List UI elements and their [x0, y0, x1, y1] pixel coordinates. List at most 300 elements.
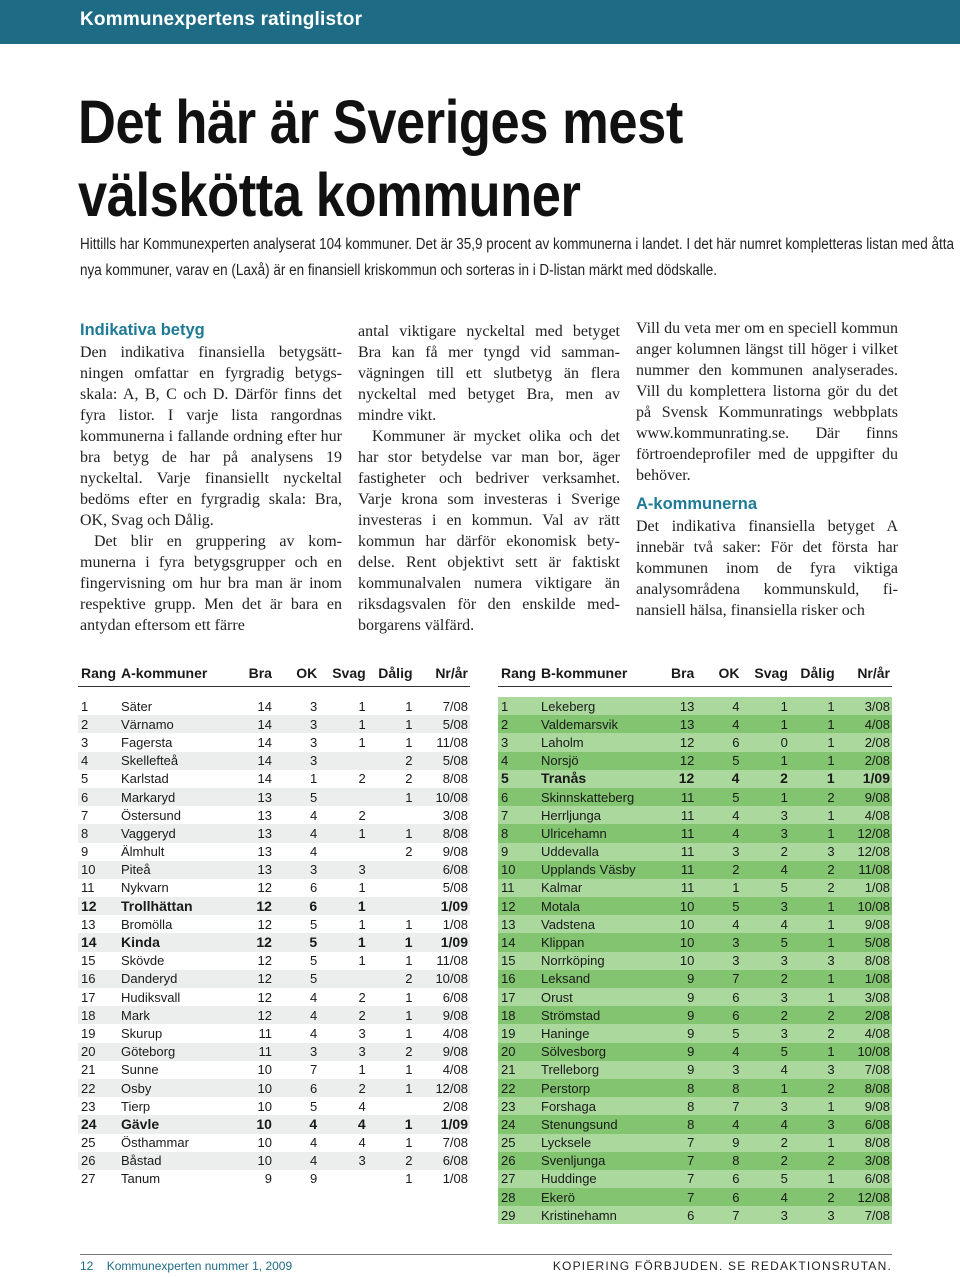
cell-dalig: 1	[368, 1134, 415, 1152]
table-row	[78, 861, 470, 879]
cell-rank: 17	[498, 988, 538, 1006]
cell-dalig: 1	[368, 952, 415, 970]
cell-bra: 11	[658, 861, 696, 879]
col-header-nr: Nr/år	[837, 660, 892, 687]
table-row	[498, 733, 892, 751]
cell-nr: 6/08	[415, 1152, 470, 1170]
cell-bra: 11	[658, 788, 696, 806]
cell-ok: 6	[274, 897, 319, 915]
cell-ok: 5	[274, 1097, 319, 1115]
table-row	[78, 1043, 470, 1061]
col-header-svag: Svag	[319, 660, 368, 687]
cell-name: Trelleborg	[538, 1061, 658, 1079]
cell-name: Hudiksvall	[118, 988, 235, 1006]
article-paragraph-4: Vill du veta mer om en speciell kommun anger kolumnen längst till höger i vilket nummer den kommunen analyserades. Vill du komplettera listorna gör du det på Svensk Kommunratings webbplats www.kommunrating.se. Där finns förtroendeprofiler med de uppgifter du behöver.	[636, 320, 898, 484]
cell-nr: 11/08	[415, 952, 470, 970]
cell-rank: 14	[78, 933, 118, 951]
cell-nr: 9/08	[837, 915, 892, 933]
cell-nr: 3/08	[837, 697, 892, 715]
cell-ok: 6	[696, 988, 741, 1006]
cell-ok: 5	[696, 752, 741, 770]
cell-bra: 9	[658, 1043, 696, 1061]
cell-rank: 15	[78, 952, 118, 970]
table-row	[498, 806, 892, 824]
cell-nr: 9/08	[837, 788, 892, 806]
cell-name: Säter	[118, 697, 235, 715]
table-row	[498, 861, 892, 879]
cell-svag: 1	[319, 697, 368, 715]
cell-bra: 13	[235, 861, 273, 879]
cell-nr: 8/08	[415, 770, 470, 788]
cell-name: Upplands Väsby	[538, 861, 658, 879]
cell-dalig	[368, 861, 415, 879]
cell-name: Huddinge	[538, 1170, 658, 1188]
cell-rank: 2	[78, 715, 118, 733]
cell-dalig: 1	[368, 1061, 415, 1079]
cell-svag: 1	[741, 697, 789, 715]
cell-rank: 22	[78, 1079, 118, 1097]
footer-publication	[80, 1259, 292, 1273]
cell-name: Ekerö	[538, 1188, 658, 1206]
cell-ok: 7	[696, 1206, 741, 1224]
cell-svag: 4	[741, 1115, 789, 1133]
cell-name: Skurup	[118, 1024, 235, 1042]
cell-dalig: 3	[790, 843, 837, 861]
cell-ok: 4	[274, 1152, 319, 1170]
cell-svag: 4	[319, 1115, 368, 1133]
cell-ok: 3	[696, 952, 741, 970]
cell-rank: 14	[498, 933, 538, 951]
cell-svag: 4	[741, 1061, 789, 1079]
cell-nr: 4/08	[837, 715, 892, 733]
cell-rank: 8	[498, 824, 538, 842]
cell-bra: 12	[235, 933, 273, 951]
cell-rank: 25	[78, 1134, 118, 1152]
cell-bra: 14	[235, 752, 273, 770]
cell-rank: 20	[498, 1043, 538, 1061]
cell-name: Norrköping	[538, 952, 658, 970]
cell-dalig: 1	[790, 897, 837, 915]
cell-svag	[319, 970, 368, 988]
cell-rank: 5	[498, 770, 538, 788]
table-row	[498, 897, 892, 915]
cell-bra: 12	[658, 752, 696, 770]
col-header-svag: Svag	[741, 660, 789, 687]
cell-svag: 3	[741, 824, 789, 842]
cell-rank: 26	[78, 1152, 118, 1170]
table-row	[78, 1006, 470, 1024]
cell-bra: 12	[235, 1006, 273, 1024]
cell-nr: 2/08	[415, 1097, 470, 1115]
cell-bra: 9	[658, 988, 696, 1006]
cell-ok: 9	[696, 1134, 741, 1152]
cell-nr: 11/08	[415, 733, 470, 751]
footer-divider	[80, 1254, 892, 1255]
cell-bra: 12	[235, 897, 273, 915]
cell-nr: 8/08	[415, 824, 470, 842]
cell-name: Älmhult	[118, 843, 235, 861]
cell-ok: 4	[696, 915, 741, 933]
cell-svag: 1	[741, 715, 789, 733]
cell-nr: 7/08	[415, 1134, 470, 1152]
cell-rank: 25	[498, 1134, 538, 1152]
cell-bra: 11	[658, 806, 696, 824]
cell-name: Forshaga	[538, 1097, 658, 1115]
cell-nr: 9/08	[415, 1006, 470, 1024]
cell-rank: 7	[498, 806, 538, 824]
table-row	[498, 1024, 892, 1042]
cell-bra: 12	[235, 915, 273, 933]
cell-ok: 3	[274, 715, 319, 733]
cell-rank: 6	[498, 788, 538, 806]
cell-dalig: 1	[790, 697, 837, 715]
cell-rank: 13	[78, 915, 118, 933]
cell-rank: 27	[78, 1170, 118, 1188]
cell-svag: 2	[319, 988, 368, 1006]
cell-svag	[319, 1170, 368, 1188]
col-header-name: A-kommuner	[118, 660, 235, 687]
cell-rank: 24	[78, 1115, 118, 1133]
col-header-nr: Nr/år	[415, 660, 470, 687]
table-row	[498, 879, 892, 897]
table-row	[498, 824, 892, 842]
cell-rank: 9	[498, 843, 538, 861]
table-row	[498, 1170, 892, 1188]
cell-name: Bromölla	[118, 915, 235, 933]
table-row	[78, 1170, 470, 1188]
cell-nr: 1/09	[415, 1115, 470, 1133]
cell-name: Stenungsund	[538, 1115, 658, 1133]
cell-ok: 4	[274, 1134, 319, 1152]
cell-nr: 5/08	[415, 715, 470, 733]
cell-ok: 4	[274, 988, 319, 1006]
section-title: Kommunexpertens ratinglistor	[80, 9, 363, 30]
cell-ok: 7	[696, 1097, 741, 1115]
table-row	[78, 970, 470, 988]
cell-dalig: 1	[790, 752, 837, 770]
table-row	[78, 879, 470, 897]
cell-name: Laholm	[538, 733, 658, 751]
cell-dalig	[368, 1097, 415, 1115]
cell-bra: 11	[235, 1024, 273, 1042]
article-paragraph-5: Det indikativa finansiella betyget A innebär två saker: För det första har kommunen inom de fyra viktiga analysområdena kommunskuld, finansiell hälsa, finansiella risker och	[636, 518, 898, 619]
table-row	[78, 1079, 470, 1097]
cell-ok: 4	[696, 697, 741, 715]
article-paragraph-2-cont: antal viktigare nyckeltal med betyget Bra kan få mer tyngd vid sammanvägningen till ett slutbetyg än flera nyckeltal med betyget Bra, men av mindre vikt.	[358, 323, 620, 424]
col-header-ok: OK	[696, 660, 741, 687]
cell-ok: 5	[274, 970, 319, 988]
cell-dalig: 1	[790, 988, 837, 1006]
cell-dalig: 2	[790, 788, 837, 806]
cell-rank: 7	[78, 806, 118, 824]
table-row	[498, 788, 892, 806]
cell-nr: 7/08	[837, 1061, 892, 1079]
col-header-bra: Bra	[235, 660, 273, 687]
cell-ok: 4	[696, 1043, 741, 1061]
cell-nr: 2/08	[837, 1006, 892, 1024]
cell-svag: 3	[319, 861, 368, 879]
table-row	[498, 843, 892, 861]
cell-svag	[319, 788, 368, 806]
cell-rank: 21	[498, 1061, 538, 1079]
cell-nr: 7/08	[837, 1206, 892, 1224]
table-row	[78, 915, 470, 933]
cell-ok: 2	[696, 861, 741, 879]
cell-svag: 1	[741, 788, 789, 806]
cell-dalig: 2	[790, 1188, 837, 1206]
cell-dalig: 2	[368, 970, 415, 988]
cell-rank: 17	[78, 988, 118, 1006]
cell-nr: 9/08	[837, 1097, 892, 1115]
cell-ok: 7	[274, 1061, 319, 1079]
cell-nr: 5/08	[415, 752, 470, 770]
cell-rank: 3	[78, 733, 118, 751]
cell-nr: 10/08	[837, 897, 892, 915]
cell-ok: 7	[696, 970, 741, 988]
cell-dalig: 1	[790, 1170, 837, 1188]
table-row	[498, 970, 892, 988]
cell-rank: 1	[498, 697, 538, 715]
table-row	[498, 988, 892, 1006]
cell-svag: 5	[741, 933, 789, 951]
cell-dalig: 2	[368, 1152, 415, 1170]
cell-rank: 26	[498, 1152, 538, 1170]
cell-name: Osby	[118, 1079, 235, 1097]
cell-name: Ulricehamn	[538, 824, 658, 842]
table-row	[498, 770, 892, 788]
cell-nr: 1/09	[837, 770, 892, 788]
cell-nr: 4/08	[415, 1061, 470, 1079]
cell-ok: 5	[696, 897, 741, 915]
cell-svag: 3	[319, 1043, 368, 1061]
cell-nr: 12/08	[837, 824, 892, 842]
cell-nr: 4/08	[837, 1024, 892, 1042]
cell-rank: 11	[498, 879, 538, 897]
cell-dalig: 1	[790, 970, 837, 988]
heading-indikativa-betyg: Indikativa betyg	[80, 321, 205, 339]
col-header-name: B-kommuner	[538, 660, 658, 687]
cell-svag: 3	[319, 1024, 368, 1042]
cell-bra: 9	[658, 1006, 696, 1024]
cell-rank: 5	[78, 770, 118, 788]
cell-dalig: 2	[790, 1024, 837, 1042]
cell-rank: 28	[498, 1188, 538, 1206]
cell-dalig: 2	[368, 843, 415, 861]
cell-bra: 8	[658, 1097, 696, 1115]
cell-ok: 4	[274, 824, 319, 842]
cell-name: Skinnskatteberg	[538, 788, 658, 806]
cell-ok: 4	[274, 1024, 319, 1042]
cell-name: Lekeberg	[538, 697, 658, 715]
cell-ok: 9	[274, 1170, 319, 1188]
table-row	[78, 715, 470, 733]
cell-bra: 10	[235, 1152, 273, 1170]
cell-rank: 2	[498, 715, 538, 733]
intro-paragraph: Hittills har Kommunexperten analyserat 104 kommuner. Det är 35,9 procent av kommunerna i landet. I det här numret kompletteras listan med åtta nya kommuner, varav en (Laxå) är en finansiell kriskommun och sorteras in i D-listan märkt med dödskalle.	[80, 236, 954, 279]
cell-dalig: 1	[368, 1006, 415, 1024]
cell-svag: 4	[741, 1188, 789, 1206]
cell-rank: 21	[78, 1061, 118, 1079]
cell-rank: 18	[78, 1006, 118, 1024]
table-row	[78, 897, 470, 915]
cell-nr: 6/08	[415, 861, 470, 879]
cell-ok: 4	[274, 1006, 319, 1024]
cell-svag: 2	[319, 1079, 368, 1097]
cell-rank: 11	[78, 879, 118, 897]
cell-bra: 9	[658, 970, 696, 988]
cell-svag: 2	[741, 1006, 789, 1024]
cell-dalig: 1	[790, 733, 837, 751]
heading-a-kommunerna: A-kommunerna	[636, 495, 758, 513]
section-header-bar	[0, 0, 960, 44]
cell-svag: 1	[741, 1079, 789, 1097]
cell-nr: 11/08	[837, 861, 892, 879]
cell-bra: 14	[235, 770, 273, 788]
cell-dalig: 2	[790, 861, 837, 879]
cell-svag: 2	[741, 1134, 789, 1152]
cell-ok: 4	[696, 824, 741, 842]
cell-dalig: 1	[790, 806, 837, 824]
cell-dalig: 1	[790, 1043, 837, 1061]
cell-svag: 4	[741, 915, 789, 933]
cell-bra: 7	[658, 1134, 696, 1152]
cell-name: Herrljunga	[538, 806, 658, 824]
cell-bra: 14	[235, 733, 273, 751]
cell-svag	[319, 752, 368, 770]
cell-name: Uddevalla	[538, 843, 658, 861]
cell-dalig: 2	[790, 879, 837, 897]
cell-svag: 1	[319, 952, 368, 970]
cell-dalig: 1	[368, 1079, 415, 1097]
cell-nr: 12/08	[837, 843, 892, 861]
cell-ok: 8	[696, 1152, 741, 1170]
table-row	[498, 752, 892, 770]
cell-rank: 27	[498, 1170, 538, 1188]
cell-svag: 1	[319, 824, 368, 842]
cell-svag: 1	[319, 933, 368, 951]
cell-bra: 10	[235, 1061, 273, 1079]
table-row	[498, 1206, 892, 1224]
cell-svag: 3	[741, 1024, 789, 1042]
cell-svag: 5	[741, 879, 789, 897]
cell-ok: 5	[274, 915, 319, 933]
cell-bra: 9	[658, 1061, 696, 1079]
cell-ok: 4	[274, 843, 319, 861]
page-number: 12	[80, 1259, 94, 1273]
cell-rank: 22	[498, 1079, 538, 1097]
cell-ok: 5	[274, 788, 319, 806]
headline-line-1: Det här är Sveriges mest	[78, 88, 683, 156]
cell-ok: 8	[696, 1079, 741, 1097]
cell-nr: 10/08	[415, 788, 470, 806]
cell-nr: 4/08	[837, 806, 892, 824]
cell-rank: 10	[498, 861, 538, 879]
cell-rank: 9	[78, 843, 118, 861]
cell-svag: 4	[319, 1134, 368, 1152]
col-header-bra: Bra	[658, 660, 696, 687]
cell-dalig: 1	[790, 770, 837, 788]
cell-bra: 9	[235, 1170, 273, 1188]
cell-ok: 5	[274, 933, 319, 951]
cell-ok: 6	[274, 1079, 319, 1097]
cell-name: Vadstena	[538, 915, 658, 933]
cell-name: Nykvarn	[118, 879, 235, 897]
cell-bra: 10	[235, 1097, 273, 1115]
cell-bra: 12	[658, 733, 696, 751]
table-row	[78, 1115, 470, 1133]
table-row	[78, 933, 470, 951]
cell-name: Kinda	[118, 933, 235, 951]
col-header-ok: OK	[274, 660, 319, 687]
cell-dalig: 3	[790, 952, 837, 970]
cell-dalig: 1	[368, 715, 415, 733]
table-row	[498, 952, 892, 970]
cell-svag: 3	[741, 1206, 789, 1224]
cell-ok: 3	[696, 843, 741, 861]
cell-svag: 3	[741, 952, 789, 970]
article-paragraph-3: Kommuner är mycket olika och det har stor betydelse var man bor, äger fastigheter och bedriver verksamhet. Varje krona som investeras i Sverige investeras i en kommun. Val av rätt kommun har därför ekonomisk betydelse. Rent objektivt sett är faktiskt kommunalvalen numera viktigare än riksdagsvalen för den enskilde medborgarens välfärd.	[358, 428, 620, 634]
cell-bra: 11	[658, 843, 696, 861]
table-header-row	[498, 660, 892, 687]
table-row	[78, 697, 470, 715]
table-row	[78, 843, 470, 861]
cell-dalig: 1	[790, 915, 837, 933]
cell-dalig: 1	[368, 788, 415, 806]
cell-nr: 4/08	[415, 1024, 470, 1042]
cell-name: Norsjö	[538, 752, 658, 770]
cell-name: Värnamo	[118, 715, 235, 733]
cell-dalig: 2	[790, 1152, 837, 1170]
copyright-notice: KOPIERING FÖRBJUDEN. SE REDAKTIONSRUTAN.	[552, 1259, 892, 1273]
cell-bra: 13	[235, 824, 273, 842]
cell-ok: 4	[696, 1115, 741, 1133]
cell-name: Danderyd	[118, 970, 235, 988]
cell-ok: 6	[696, 1188, 741, 1206]
cell-name: Perstorp	[538, 1079, 658, 1097]
cell-rank: 6	[78, 788, 118, 806]
table-row	[498, 1188, 892, 1206]
cell-svag: 2	[741, 1152, 789, 1170]
cell-bra: 12	[235, 952, 273, 970]
article-paragraph-2: Det blir en gruppering av kommunerna i fyra betygsgrupper och en fingervisning om hur bra man är inom respektive grupp. Men det är bara en antydan eftersom ett färre	[80, 533, 342, 634]
cell-bra: 14	[235, 697, 273, 715]
table-row	[498, 933, 892, 951]
cell-name: Östhammar	[118, 1134, 235, 1152]
cell-dalig: 2	[368, 752, 415, 770]
cell-nr: 2/08	[837, 752, 892, 770]
cell-dalig: 3	[790, 1206, 837, 1224]
cell-svag: 2	[319, 1006, 368, 1024]
cell-nr: 1/09	[415, 933, 470, 951]
cell-dalig: 1	[368, 1170, 415, 1188]
cell-bra: 11	[658, 824, 696, 842]
cell-rank: 1	[78, 697, 118, 715]
cell-rank: 3	[498, 733, 538, 751]
col-header-rank: Rang	[498, 660, 538, 687]
cell-bra: 11	[235, 1043, 273, 1061]
table-row	[498, 1134, 892, 1152]
cell-ok: 3	[274, 1043, 319, 1061]
cell-rank: 12	[498, 897, 538, 915]
cell-dalig: 1	[368, 933, 415, 951]
cell-dalig: 2	[790, 1079, 837, 1097]
page-headline	[78, 86, 683, 232]
table-row	[498, 1061, 892, 1079]
table-row	[498, 1115, 892, 1133]
cell-ok: 6	[696, 1006, 741, 1024]
cell-dalig	[368, 806, 415, 824]
cell-name: Orust	[538, 988, 658, 1006]
